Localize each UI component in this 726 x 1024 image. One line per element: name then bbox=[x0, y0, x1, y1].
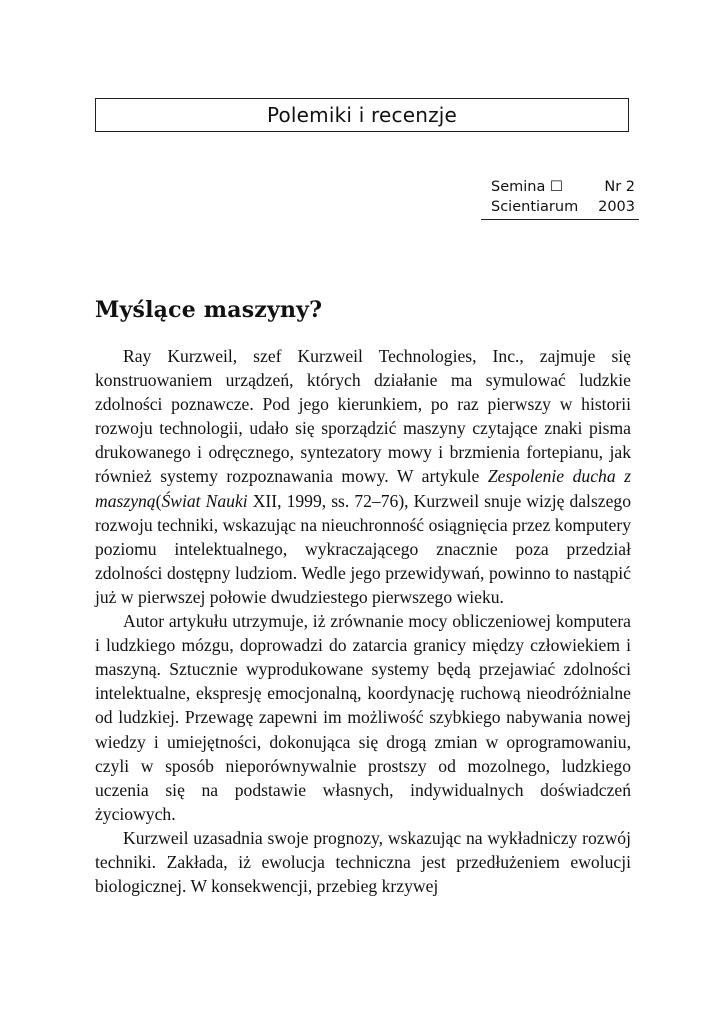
cited-journal-name: Świat Nauki bbox=[161, 490, 248, 511]
paragraph-2-text: Autor artykułu utrzymuje, iż zrównanie mocy obliczeniowej komputera i ludzkiego mózgu, doprowadzi do zatarcia granicy między człowiekiem i maszyną. Sztucznie wyprodukowane systemy będą przejawiać zdolności intelektualne, ekspresję emocjonalną, koordynację ruchową nieodróżnialne od ludzkiej. Przewagę zapewni im możliwość szybkiego nabywania nowej wiedzy i umiejętności, dokonująca się drogą zmian w oprogramowaniu, czyli w sposób nieporównywalnie prostszy od mozolnego, ludzkiego uczenia się na podstawie własnych, indywidualnych doświadczeń życiowych. bbox=[95, 611, 631, 824]
paragraph-3 bbox=[95, 826, 631, 898]
journal-year: 2003 bbox=[598, 199, 635, 215]
journal-name-line1: Semina bbox=[491, 179, 546, 195]
article-title: Myślące maszyny? bbox=[95, 297, 323, 323]
journal-issue: Nr 2 bbox=[604, 179, 635, 195]
paragraph-1-text-b: XII, 1999, ss. 72–76), Kurzweil snuje wizję dalszego rozwoju techniki, wskazując na nieuchronność osiągnięcia przez komputery poziomu intelektualnego, wykraczającego znacznie poza przedział zdolności dostępny ludziom. Wedle jego przewidywań, powinno to nastąpić już w pierwszej połowie dwudziestego pierwszego wieku. bbox=[95, 490, 632, 607]
paragraph-1-text-a: Ray Kurzweil, szef Kurzweil Technologies, Inc., zajmuje się konstruowaniem urządzeń, których działanie ma symulować ludzkie zdolności poznawcze. Pod jego kierunkiem, po raz pierwszy w historii rozwoju technologii, udało się sporządzić maszyny czytające znaki pisma drukowanego i odręcznego, syntezatory mowy i brzmienia fortepianu, jak również systemy rozpoznawania mowy. W artykule bbox=[95, 346, 631, 487]
journal-info-row-1 bbox=[481, 177, 639, 197]
journal-info bbox=[481, 177, 639, 220]
paragraph-1 bbox=[95, 344, 631, 609]
paragraph-2 bbox=[95, 609, 631, 826]
paragraph-1-paren: ( bbox=[155, 490, 162, 511]
paragraph-3-text: Kurzweil uzasadnia swoje prognozy, wskazując na wykładniczy rozwój techniki. Zakłada, iż ewolucja techniczna jest przedłużeniem ewolucji biologicznej. W konsekwencji, przebieg krzywej bbox=[95, 827, 631, 897]
cited-article-title: Zespolenie ducha z maszyną bbox=[95, 466, 631, 511]
section-title: Polemiki i recenzje bbox=[266, 103, 458, 127]
article-body bbox=[95, 344, 631, 898]
journal-info-row-2 bbox=[481, 197, 639, 217]
journal-name-line2: Scientiarum bbox=[491, 199, 579, 215]
journal-square-icon: ☐ bbox=[549, 179, 563, 195]
journal-name-line1-wrap bbox=[491, 177, 563, 197]
section-header-box bbox=[95, 98, 629, 132]
